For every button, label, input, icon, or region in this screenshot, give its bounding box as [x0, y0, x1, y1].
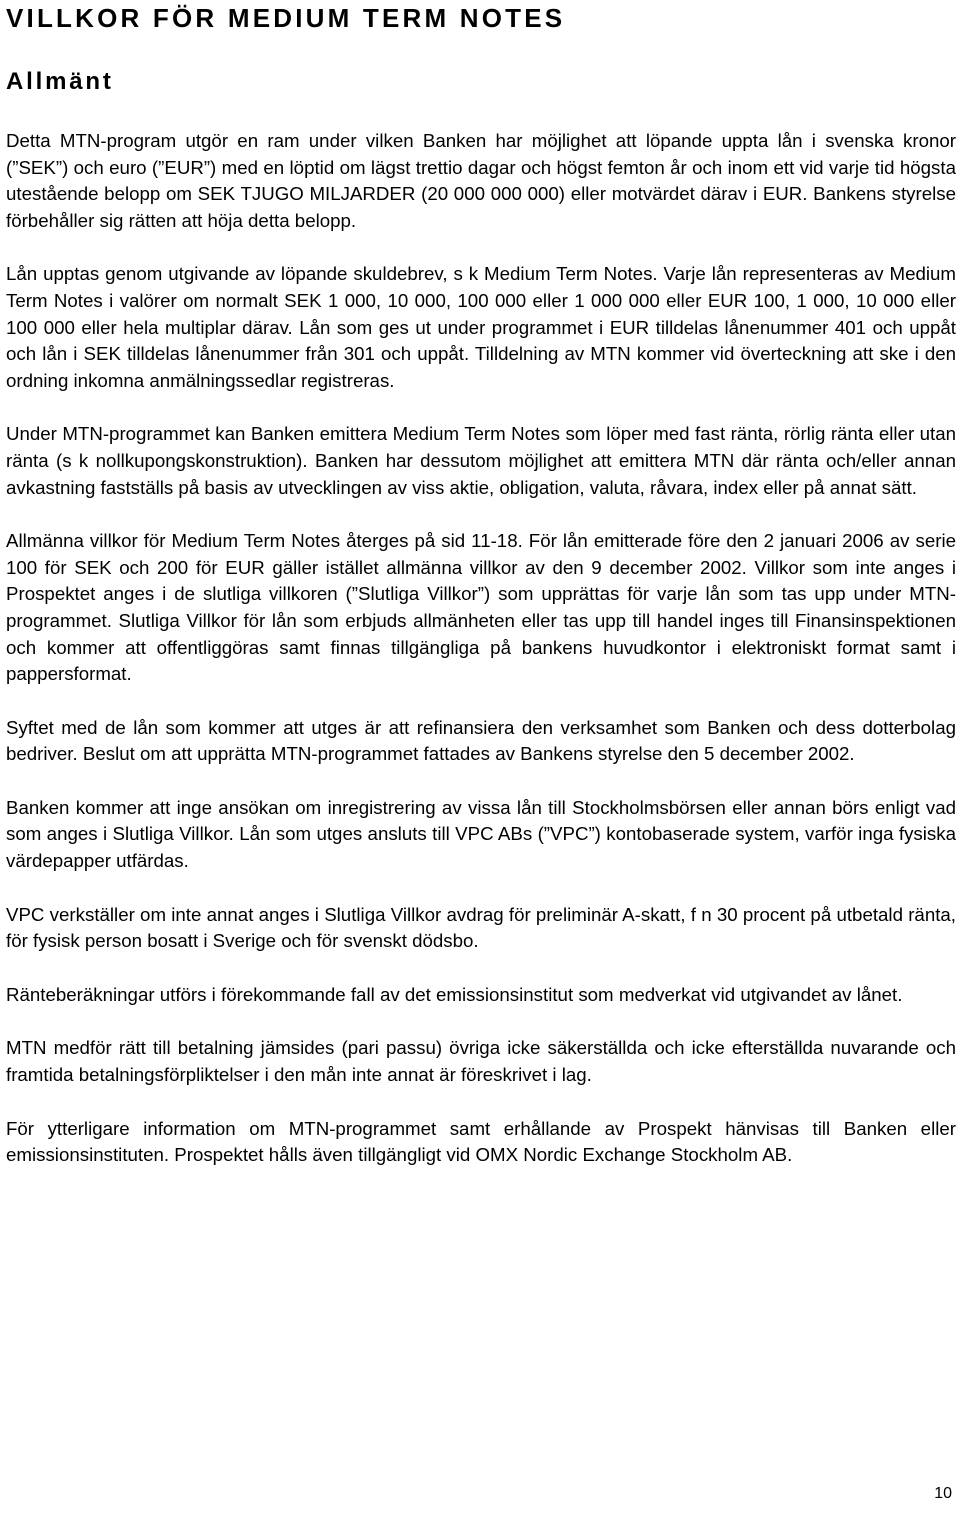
paragraph: Ränteberäkningar utförs i förekommande fall av det emissionsinstitut som medverkat vid utgivandet av lånet.	[6, 983, 903, 1005]
paragraph: Under MTN-programmet kan Banken emittera Medium Term Notes som löper med fast ränta, rörlig ränta eller utan ränta (s k nollkupongskonstruktion). Banken har dessutom möjlighet att emittera MTN där ränta och/eller annan avkastning fastställs på basis av utvecklingen av viss aktie, obligation, valuta, råvara, index eller på annat sätt.	[6, 423, 956, 498]
paragraph: VPC verkställer om inte annat anges i Slutliga Villkor avdrag för preliminär A-skatt, f n 30 procent på utbetald ränta, för fysisk person bosatt i Sverige och för svenskt dödsbo.	[6, 903, 956, 952]
document-title: VILLKOR FÖR MEDIUM TERM NOTES	[6, 3, 566, 33]
paragraph: MTN medför rätt till betalning jämsides (pari passu) övriga icke säkerställda och icke efterställda nuvarande och framtida betalningsförpliktelser i den mån inte annat är föreskrivet i lag.	[6, 1037, 956, 1086]
paragraph: Syftet med de lån som kommer att utges är att refinansiera den verksamhet som Banken och dess dotterbolag bedriver. Beslut om att upprätta MTN-programmet fattades av Bankens styrelse den 5 december 2002.	[6, 716, 956, 765]
paragraph: För ytterligare information om MTN-programmet samt erhållande av Prospekt hänvisas till Banken eller emissionsinstituten. Prospektet hålls även tillgängligt vid OMX Nordic Exchange Stockholm AB.	[6, 1117, 956, 1166]
paragraph: Detta MTN-program utgör en ram under vilken Banken har möjlighet att löpande uppta lån i svenska kronor (”SEK”) och euro (”EUR”) med en löptid om lägst trettio dagar och högst femton år och inom ett vid varje tid högsta utestående belopp om SEK TJUGO MILJARDER (20 000 000 000) eller motvärdet därav i EUR. Bankens styrelse förbehåller sig rätten att höja detta belopp.	[6, 130, 956, 231]
section-heading: Allmänt	[6, 68, 114, 95]
paragraph: Banken kommer att inge ansökan om inregistrering av vissa lån till Stockholmsbörsen eller annan börs enligt vad som anges i Slutliga Villkor. Lån som utges ansluts till VPC ABs (”VPC”) kontobaserade system, varför inga fysiska värdepapper utfärdas.	[6, 796, 956, 872]
page-number: 10	[934, 1485, 952, 1502]
paragraph: Allmänna villkor för Medium Term Notes återges på sid 11-18. För lån emitterade före den 2 januari 2006 av serie 100 för SEK och 200 för EUR gäller istället allmänna villkor av den 9 december 2002. Villkor som inte anges i Prospektet anges i de slutliga villkoren (”Slutliga Villkor”) som upprättas för varje lån som tas upp under MTN-programmet. Slutliga Villkor för lån som erbjuds allmänheten eller tas upp till handel inges till Finansinspektionen och kommer att offentliggöras samt finnas tillgängliga på bankens huvudkontor i elektroniskt format samt i pappersformat.	[6, 530, 956, 685]
document-page	[6, 0, 956, 1513]
paragraph: Lån upptas genom utgivande av löpande skuldebrev, s k Medium Term Notes. Varje lån representeras av Medium Term Notes i valörer om normalt SEK 1 000, 10 000, 100 000 eller 1 000 000 eller EUR 100, 1 000, 10 000 eller 100 000 eller hela multiplar därav. Lån som ges ut under programmet i EUR tilldelas lånenummer 401 och uppåt och lån i SEK tilldelas lånenummer från 301 och uppåt. Tilldelning av MTN kommer vid överteckning att ske i den ordning inkomna anmälningssedlar registreras.	[6, 263, 956, 391]
body-text	[6, 128, 956, 1196]
